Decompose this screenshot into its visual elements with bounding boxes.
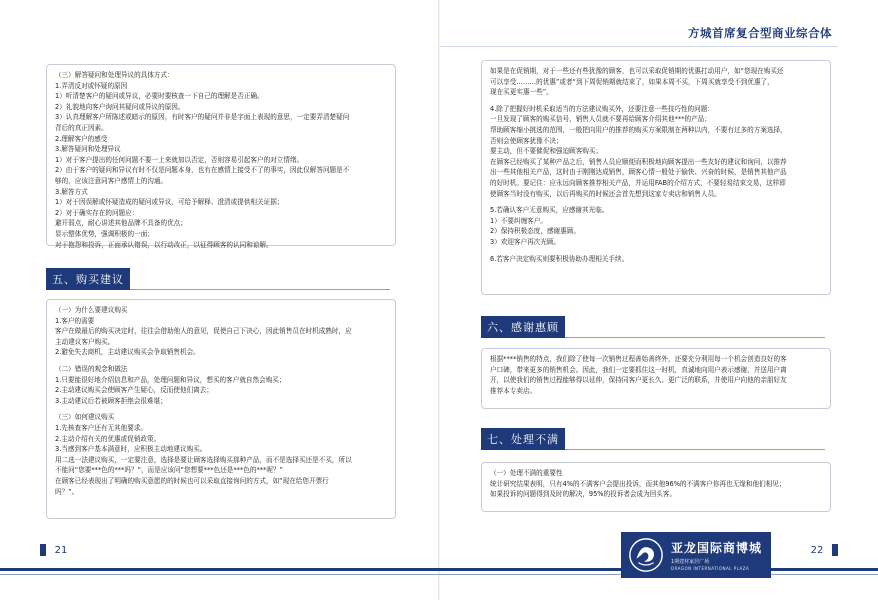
text-line: 的好时机。要记住：应永远向顾客推荐相关产品，并运用FAB的介绍方式，不要轻易结束交易，这样即 bbox=[490, 178, 786, 187]
text-line: 否则会使顾客犹豫不决； bbox=[490, 136, 563, 145]
text-line: 5.若确认客户无意购买，应感谢其光临。 bbox=[490, 206, 609, 215]
text-line: 如果投诉的问题得到及时的解决，95%的投诉者会成为回头客。 bbox=[490, 490, 677, 499]
text-line: （二）错误的观念和做法 bbox=[55, 364, 128, 373]
text-line: 主动建议客户购买。 bbox=[55, 337, 115, 346]
text-line: （一）处理不满的重要性 bbox=[490, 469, 563, 477]
text-line: 户口碑，带来更多的销售机会。因此，我们一定要抓住这一时机，真诚地向用户表示感谢，并送用户离 bbox=[490, 365, 787, 374]
text-line: 吗？”。 bbox=[55, 487, 79, 496]
text-line: 要主动，但不要催促和强迫顾客购买； bbox=[490, 147, 603, 156]
section-heading-rule bbox=[565, 337, 825, 338]
text-line: （一）为什么要建议购买 bbox=[55, 306, 128, 314]
text-line: 1）不要纠缠客户。 bbox=[490, 216, 547, 225]
dragon-logo-icon bbox=[627, 536, 665, 574]
section-thanks-heading bbox=[481, 316, 831, 338]
text-line: 3.解答方式 bbox=[55, 187, 88, 196]
text-line: 使顾客当时没有购买，以后再购买的时候还会首先想到这家专卖店和销售人员。 bbox=[490, 189, 721, 198]
text-line: 2）由于客户的疑问和异议有时不仅是问题本身，也有在感情上接受不了的事实，因此仅解答问题是不 bbox=[55, 166, 350, 175]
section-complaints-heading bbox=[481, 428, 831, 450]
text-line: 一旦发现了顾客的购买信号，销售人员就不要再给顾客介绍其他***的产品； bbox=[490, 115, 711, 124]
section-heading-label: 七、处理不满 bbox=[487, 433, 559, 446]
thanks-box bbox=[481, 348, 831, 409]
text-line: （三）如何建议购买 bbox=[55, 413, 115, 422]
text-line: 2.避免失去商机，主动建议购买会争取销售机会。 bbox=[55, 348, 200, 357]
header-title: 方城首席复合型商业综合体 bbox=[688, 26, 832, 40]
text-line: 可以享受………的优惠”或者“到下周促销期就结束了，如果本周不买，下周买就享受不到优惠了， bbox=[490, 77, 774, 86]
text-line: 3）认真理解客户所陈述或暗示的原因，有时客户的疑问并非是字面上表现的意思，一定要弄清楚疑问 bbox=[55, 113, 350, 122]
section-heading-rule bbox=[130, 289, 390, 290]
text-line: 统计研究结果表明，只有4%的不满客户会提出投诉，而其他96%的不满客户你再也无缘和他们相见； bbox=[490, 479, 786, 488]
book-spine bbox=[438, 0, 440, 600]
text-line: 不能问“您要***色的***吗？”，而是应该问“您想要***色还是***色的***呢？” bbox=[55, 466, 283, 475]
text-line: 3）欢迎客户再次光顾。 bbox=[490, 237, 561, 246]
text-line: 1.客户的需要 bbox=[55, 316, 95, 325]
logo-subtitle: 1期建材家居广场 bbox=[671, 559, 710, 565]
objection-handling-box bbox=[46, 64, 396, 249]
page-number-text: 21 bbox=[54, 544, 68, 556]
complaints-box bbox=[481, 462, 831, 512]
section-heading-label: 五、购买建议 bbox=[52, 273, 124, 286]
section-purchase-advice-heading bbox=[46, 268, 396, 290]
text-line: 避开弱点，耐心讲述其他品牌不具备的优点； bbox=[55, 219, 187, 228]
text-line: 1.弄清反对或怀疑的原因 bbox=[55, 81, 128, 90]
text-line: 在顾客已经购买了某种产品之后，销售人员应顺便而积极地向顾客提出一些友好的建议和询问，以推荐 bbox=[490, 157, 787, 166]
text-line: 2.理解客户的感受 bbox=[55, 134, 108, 143]
text-line: 3.当感到客户基本满意时，应积极主动地建议购买。 bbox=[55, 445, 207, 454]
text-line: 现在买更实惠一些”。 bbox=[490, 88, 553, 97]
logo-name: 亚龙国际商博城 bbox=[671, 541, 763, 555]
text-line: 如果是在促销期，对于一些还有些犹豫的顾客，也可以采取促销期的优惠打动用户，如“您现在购买还 bbox=[490, 67, 784, 75]
text-line: 1.先核查客户还有无其他要求。 bbox=[55, 423, 148, 432]
section-heading-rule bbox=[565, 449, 825, 450]
text-line: 够的，应该注意同客户感情上的沟通。 bbox=[55, 176, 168, 185]
page-number-tick bbox=[40, 544, 46, 556]
text-line: 1）对于客户提出的任何问题不要一上来就加以否定，否则容易引起客户的对立情绪。 bbox=[55, 155, 304, 164]
text-line: 1）听清楚客户的疑问或异议，必要时要核查一下自己的理解是否正确。 bbox=[55, 92, 264, 101]
text-line: 推荐本专卖店。 bbox=[490, 386, 537, 395]
text-line: 2）保持积极态度，感谢惠顾。 bbox=[490, 227, 580, 236]
text-line: 用二选一法建议购买，一定要注意，选择是要让顾客选择购买那种产品，而不是选择买还是不买，所以 bbox=[55, 455, 352, 464]
page-number-tick bbox=[832, 544, 838, 556]
text-line: 对于抱怨和投诉，正面承认错误，以行动改正，以征得顾客的认同和谅解。 bbox=[55, 240, 273, 249]
text-line: 出一些其他相关产品，这时由于刚刚达成销售，顾客心情一般处于愉快、兴奋的时候，是销售其他产品 bbox=[490, 168, 787, 177]
text-line: 1）对于因误解或怀疑造成的疑问或异议，可给予解释、澄清或提供相关证据； bbox=[55, 198, 284, 207]
purchase-advice-box bbox=[46, 299, 396, 519]
text-line: 背后的真正因素。 bbox=[55, 123, 108, 132]
text-line: 3.主动建议后若被顾客拒绝会很难堪； bbox=[55, 396, 167, 405]
logo-english: DRAGON INTERNATIONAL PLAZA bbox=[671, 566, 750, 571]
brand-logo bbox=[621, 532, 771, 578]
text-line: 2）对于确实存在的问题应： bbox=[55, 208, 139, 217]
section-heading-label: 六、感谢惠顾 bbox=[487, 321, 559, 334]
text-line: 开，以使我们的销售过程能够得以延伸，保持同客户更长久、更广泛的联系，并使用户向他的亲朋好友 bbox=[490, 376, 787, 385]
page-number-text: 22 bbox=[810, 544, 824, 556]
purchase-tips-box bbox=[481, 60, 831, 295]
text-line: 根据****销售的特点，我们除了使每一次销售过程善始善终外，还要充分利用每一个机会创造良好的客 bbox=[490, 355, 787, 363]
page-number-left bbox=[46, 541, 76, 559]
text-line: 3.解答疑问和处理异议 bbox=[55, 145, 121, 154]
text-line: （三）解答疑问和处理异议的具体方式： bbox=[55, 71, 174, 79]
text-line: 1.只要能很好地介绍信息和产品，处理问题和异议，想买的客户就自然会购买； bbox=[55, 375, 286, 384]
text-line: 2.主动建议购买会使顾客产生疑心，反而使他们离去； bbox=[55, 386, 213, 395]
text-line: 4.除了把握好时机采取适当的方法建议购买外，还要注意一些技巧性的问题： bbox=[490, 104, 714, 113]
text-line: 2）礼貌地向客户询问其疑问或异议的原因。 bbox=[55, 102, 185, 111]
header-rule bbox=[440, 46, 838, 47]
text-line: 2.主动介绍有关的优惠或促销政策。 bbox=[55, 434, 161, 443]
text-line: 显示整体优势，强调积极的一面； bbox=[55, 229, 154, 238]
text-line: 客户在做最后的购买决定时，往往会借助他人的意见，促使自己下决心，因此销售员在时机成熟时，应 bbox=[55, 327, 352, 336]
text-line: 帮助顾客缩小挑选的范围，一般把向用户的推荐的购买方案限制在两种以内，不要有过多的方案选择， bbox=[490, 125, 787, 134]
text-line: 在顾客已经表现出了明确的购买意愿的的时候也可以采取直接询问的方式，如“现在给您开票行 bbox=[55, 476, 329, 485]
page-number-right bbox=[802, 541, 832, 559]
text-line: 6.若客户决定购买则要积极协助办理相关手续。 bbox=[490, 254, 629, 263]
